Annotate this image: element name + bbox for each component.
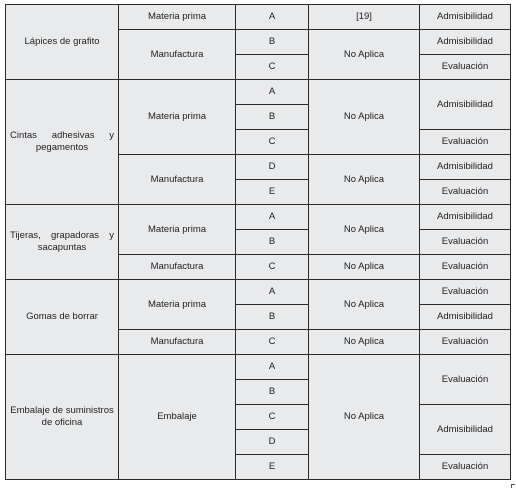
applicability-cell: No Aplica bbox=[309, 80, 420, 155]
code-cell: C bbox=[236, 405, 309, 430]
stage-cell: Manufactura bbox=[119, 30, 236, 80]
code-cell: A bbox=[236, 280, 309, 305]
stage-cell: Manufactura bbox=[119, 330, 236, 355]
code-cell: D bbox=[236, 430, 309, 455]
code-cell: B bbox=[236, 305, 309, 330]
product-cell: Tijeras, grapadoras y sacapuntas bbox=[6, 205, 119, 280]
criterion-cell: Evaluación bbox=[420, 230, 511, 255]
stage-cell: Embalaje bbox=[119, 355, 236, 480]
criterion-cell: Evaluación bbox=[420, 355, 511, 405]
stage-cell: Materia prima bbox=[119, 205, 236, 255]
code-cell: E bbox=[236, 455, 309, 480]
applicability-cell: No Aplica bbox=[309, 330, 420, 355]
criterion-cell: Evaluación bbox=[420, 180, 511, 205]
criterion-cell: Admisibilidad bbox=[420, 205, 511, 230]
code-cell: B bbox=[236, 230, 309, 255]
stage-cell: Manufactura bbox=[119, 255, 236, 280]
table bbox=[5, 4, 511, 480]
code-cell: C bbox=[236, 255, 309, 280]
corner-mark bbox=[511, 484, 515, 488]
applicability-cell: No Aplica bbox=[309, 280, 420, 330]
criterion-cell: Evaluación bbox=[420, 280, 511, 305]
criterion-cell: Admisibilidad bbox=[420, 5, 511, 30]
applicability-cell: No Aplica bbox=[309, 205, 420, 255]
stage-cell: Materia prima bbox=[119, 5, 236, 30]
criterion-cell: Evaluación bbox=[420, 55, 511, 80]
product-cell: Gomas de borrar bbox=[6, 280, 119, 355]
stage-cell: Manufactura bbox=[119, 155, 236, 205]
code-cell: A bbox=[236, 355, 309, 380]
applicability-cell: No Aplica bbox=[309, 355, 420, 480]
code-cell: C bbox=[236, 330, 309, 355]
code-cell: B bbox=[236, 30, 309, 55]
criterion-cell: Evaluación bbox=[420, 255, 511, 280]
criterion-cell: Evaluación bbox=[420, 130, 511, 155]
code-cell: B bbox=[236, 105, 309, 130]
applicability-cell: No Aplica bbox=[309, 30, 420, 80]
criterion-cell: Admisibilidad bbox=[420, 305, 511, 330]
applicability-cell: No Aplica bbox=[309, 255, 420, 280]
criterion-cell: Admisibilidad bbox=[420, 405, 511, 455]
reference-cell: [19] bbox=[309, 5, 420, 30]
criterion-cell: Admisibilidad bbox=[420, 30, 511, 55]
code-cell: A bbox=[236, 205, 309, 230]
code-cell: A bbox=[236, 5, 309, 30]
code-cell: C bbox=[236, 55, 309, 80]
criterion-cell: Admisibilidad bbox=[420, 155, 511, 180]
criterion-cell: Admisibilidad bbox=[420, 80, 511, 130]
applicability-cell: No Aplica bbox=[309, 155, 420, 205]
code-cell: A bbox=[236, 80, 309, 105]
code-cell: B bbox=[236, 380, 309, 405]
criterion-cell: Evaluación bbox=[420, 455, 511, 480]
code-cell: E bbox=[236, 180, 309, 205]
criterion-cell: Evaluación bbox=[420, 330, 511, 355]
code-cell: D bbox=[236, 155, 309, 180]
code-cell: C bbox=[236, 130, 309, 155]
product-cell: Embalaje de suministros de oficina bbox=[6, 355, 119, 480]
stage-cell: Materia prima bbox=[119, 280, 236, 330]
criteria-table bbox=[5, 4, 511, 480]
stage-cell: Materia prima bbox=[119, 80, 236, 155]
product-cell: Lápices de grafito bbox=[6, 5, 119, 80]
product-cell: Cintas adhesivas y pegamentos bbox=[6, 80, 119, 205]
